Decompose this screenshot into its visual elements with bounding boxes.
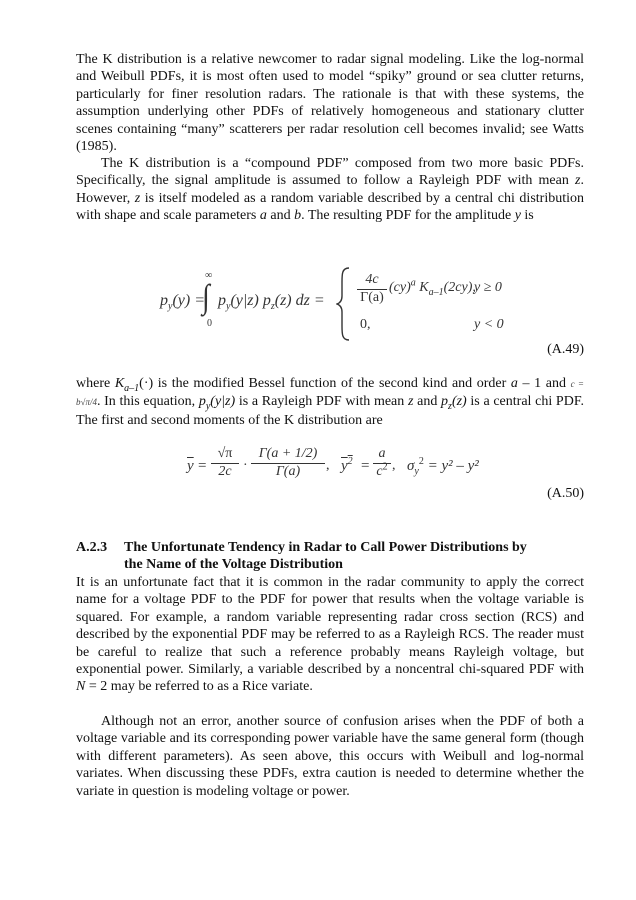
var-a: a bbox=[510, 376, 518, 391]
equation-a50 bbox=[187, 446, 487, 492]
p2-text-b: . However, bbox=[76, 173, 584, 206]
eq50-comma2: , bbox=[392, 458, 396, 473]
left-brace bbox=[336, 266, 352, 342]
paragraph-bessel-where bbox=[76, 375, 584, 429]
c-definition: c = b√π/4 bbox=[76, 379, 585, 408]
var-z: z bbox=[407, 394, 414, 410]
var-N: N bbox=[76, 679, 86, 695]
p3-text-f: and bbox=[413, 394, 442, 410]
eq50-variance: $\sigma_y^2 = y^2 - y^2$ bbox=[407, 456, 479, 477]
p2-text-c: is itself modeled as a random variable described by a central chi distribution with shape and scale parameters bbox=[76, 190, 584, 224]
eq49-case1-condition: y ≥ 0 bbox=[474, 280, 502, 295]
p3-text-a: where bbox=[76, 376, 115, 391]
p2-text-a: The K distribution is a “compound PDF” composed from two more basic PDFs. Specifically, the signal amplitude is assumed to follow a Rayleigh PDF with mean bbox=[76, 156, 584, 189]
paragraph-power-voltage-naming bbox=[76, 574, 584, 696]
var-K-sub: a–1 bbox=[124, 382, 140, 394]
p3-text-d: . In this equation, bbox=[96, 394, 199, 410]
section-number: A.2.3 bbox=[76, 540, 108, 555]
p3-text-e: is a Rayleigh PDF with mean bbox=[235, 394, 408, 410]
eq50-ybar: $\overline{y}$ bbox=[187, 458, 194, 474]
var-z: z bbox=[575, 173, 581, 189]
paragraph-compound-pdf bbox=[76, 155, 584, 225]
eq49-case1-body: (cy)$^a$ $K_{a-1}(2cy)$, bbox=[389, 277, 476, 298]
p3-cond: (y|z) bbox=[210, 394, 236, 410]
integral-sign: ∫ bbox=[202, 278, 210, 316]
eq49-int-upper: ∞ bbox=[205, 270, 213, 281]
eq49-case1-fraction: 4c Γ(a) bbox=[357, 272, 387, 306]
equation-number-a49: (A.49) bbox=[547, 342, 584, 357]
eq49-lhs: $p_y(y)$ = bbox=[160, 292, 206, 313]
var-p-sub-z: z bbox=[448, 401, 452, 413]
section-heading bbox=[76, 539, 584, 574]
section-title-line2: the Name of the Voltage Distribution bbox=[124, 557, 343, 573]
eq49-case2-value: 0, bbox=[360, 317, 371, 332]
eq49-integrand: $p_y(y|z)$ $p_z(z)$ dz = bbox=[218, 292, 325, 313]
p4-text-b: = 2 may be referred to as a Rice variate. bbox=[85, 679, 313, 695]
eq49-int-lower: 0 bbox=[207, 318, 212, 329]
eq49-case2-condition: y < 0 bbox=[474, 317, 504, 332]
equation-a49 bbox=[160, 272, 520, 342]
var-p: p bbox=[441, 394, 449, 410]
var-K: K bbox=[114, 376, 125, 391]
var-a: a bbox=[259, 208, 267, 224]
var-b: b bbox=[294, 208, 302, 224]
p2-text-f: is bbox=[520, 208, 534, 224]
section-title-line1: The Unfortunate Tendency in Radar to Call Power Distributions by bbox=[124, 540, 527, 555]
var-y: y bbox=[514, 208, 521, 224]
eq50-frac1: √π 2c bbox=[211, 446, 239, 480]
eq50-frac2: Γ(a + 1/2) Γ(a) bbox=[251, 446, 325, 480]
p3-text-c: – 1 and bbox=[517, 376, 571, 391]
eq50-equals2: = bbox=[361, 458, 370, 474]
eq50-comma: , bbox=[326, 458, 330, 473]
eq50-frac3: a $c^2$ bbox=[373, 446, 391, 480]
p3-pz-arg: (z) bbox=[451, 394, 467, 410]
paragraph-confusion-source: Although not an error, another source of confusion arises when the PDF of both a voltage variable and its corresponding power variable have the same general form (though with different parameters). As seen above, this occurs with Weibull and log-normal variates. When discussing these PDFs, extra caution is needed to determine whether the variate in question is modeling voltage or power. bbox=[76, 714, 584, 799]
paragraph-k-distribution-intro: The K distribution is a relative newcomer to radar signal modeling. Like the log-normal and Weibull PDFs, it is most often used to model “spiky” ground or sea clutter returns, particularly for finer resolution radars. The rationale is that with these systems, the assumption underlying other PDFs of relatively homogeneous and stationary clutter scenes containing “many” scatterers per radar resolution cell becomes invalid; see Watts (1985). bbox=[76, 52, 584, 155]
eq50-equals: = bbox=[198, 458, 207, 474]
p3-text-g: is a central chi PDF. The first and second moments of the K distribution are bbox=[76, 394, 584, 428]
p2-text-d: and bbox=[266, 208, 295, 224]
p4-text-a: It is an unfortunate fact that it is common in the radar community to apply the correct name for a voltage PDF to the PDF for power that results when the voltage variable is squared. For example, a random variable representing radar cross section (RCS) and described by the exponential PDF may be referred to as a Rayleigh RCS. The reader must be careful to realize that such a reference probably means Rayleigh voltage, but exponential power. Similarly, a variable described by a noncentral chi-squared PDF with bbox=[76, 575, 584, 678]
eq50-dot: · bbox=[243, 458, 248, 473]
equation-number-a50: (A.50) bbox=[547, 486, 584, 501]
p3-text-b: (·) is the modified Bessel function of the second kind and order bbox=[139, 376, 511, 391]
var-p-sub-y: y bbox=[205, 401, 211, 413]
var-z: z bbox=[134, 190, 141, 206]
var-p: p bbox=[198, 394, 206, 410]
eq50-y2: $y^2$ bbox=[341, 456, 353, 474]
p2-text-e: . The resulting PDF for the amplitude bbox=[301, 208, 515, 224]
